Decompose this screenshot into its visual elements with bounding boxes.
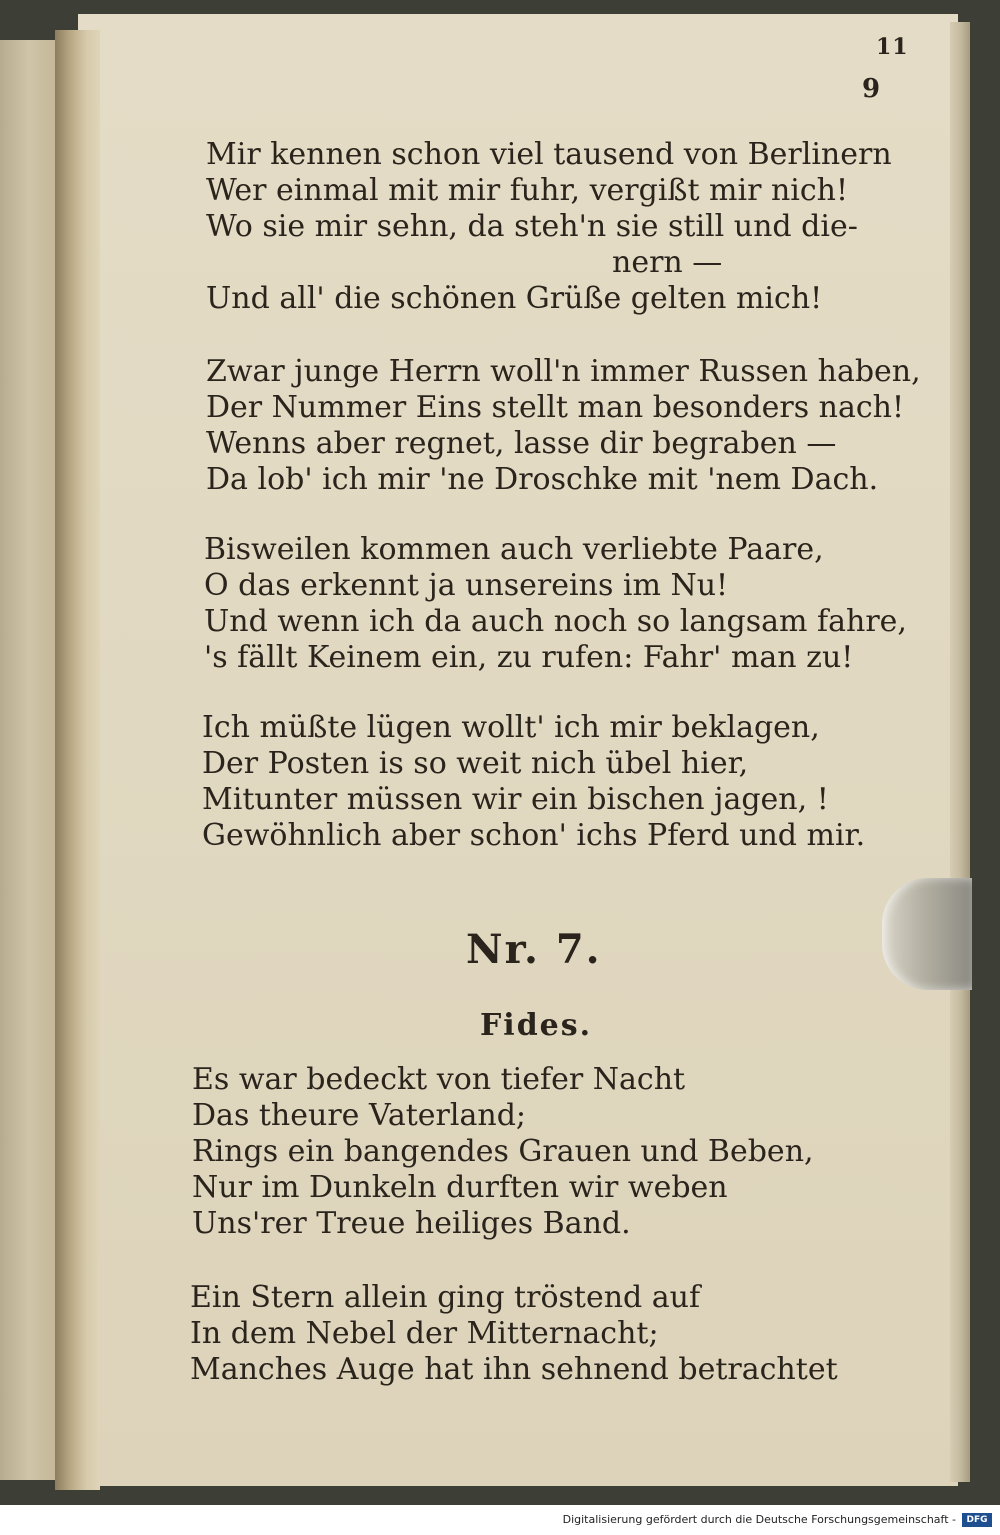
poem-title: Fides. [480,1008,593,1043]
verse-line: Nur im Dunkeln durften wir weben [192,1170,728,1205]
verse-line: Ein Stern allein ging tröstend auf [190,1280,701,1315]
verse-line: Manches Auge hat ihn sehnend betrachtet [190,1352,838,1387]
verse-line: Mir kennen schon viel tausend von Berlinern [206,137,892,172]
verse-line: Zwar junge Herrn woll'n immer Russen haben, [206,354,921,389]
verse-line: Ich müßte lügen wollt' ich mir beklagen, [202,710,820,745]
digitization-footer [0,1505,1000,1535]
verse-line: Der Posten is so weit nich übel hier, [202,746,749,781]
verse-line: 's fällt Keinem ein, zu rufen: Fahr' man zu! [204,640,854,675]
verse-line: Bisweilen kommen auch verliebte Paare, [204,532,824,567]
book-gutter [55,30,100,1490]
page-tab-marker [882,878,972,990]
section-heading: Nr. 7. [466,926,602,973]
verse-line: Mitunter müssen wir ein bischen jagen, ! [202,782,829,817]
verse-line: Und all' die schönen Grüße gelten mich! [206,281,823,316]
verse-line: Rings ein bangendes Grauen und Beben, [192,1134,814,1169]
verse-line-continuation: nern — [612,245,723,280]
verse-line: Der Nummer Eins stellt man besonders nach! [206,390,905,425]
verse-line: Da lob' ich mir 'ne Droschke mit 'nem Dach. [206,462,879,497]
dfg-logo: DFG [962,1513,992,1527]
verse-line: O das erkennt ja unsereins im Nu! [204,568,729,603]
verse-line: In dem Nebel der Mitternacht; [190,1316,659,1351]
verse-line: Es war bedeckt von tiefer Nacht [192,1062,686,1097]
verse-line: Wo sie mir sehn, da steh'n sie still und die- [206,209,858,244]
verse-line: Und wenn ich da auch noch so langsam fahre, [204,604,907,639]
verse-line: Gewöhnlich aber schon' ichs Pferd und mir. [202,818,866,853]
page-number: 9 [862,74,882,104]
page-edge-right [950,22,970,1482]
verse-line: Wenns aber regnet, lasse dir begraben — [206,426,837,461]
page-number-top: 11 [876,34,909,60]
verse-line: Uns'rer Treue heiliges Band. [192,1206,631,1241]
verse-line: Wer einmal mit mir fuhr, vergißt mir nich! [206,173,849,208]
footer-credit-text: Digitalisierung gefördert durch die Deutsche Forschungsgemeinschaft - [562,1513,956,1526]
verse-line: Das theure Vaterland; [192,1098,527,1133]
